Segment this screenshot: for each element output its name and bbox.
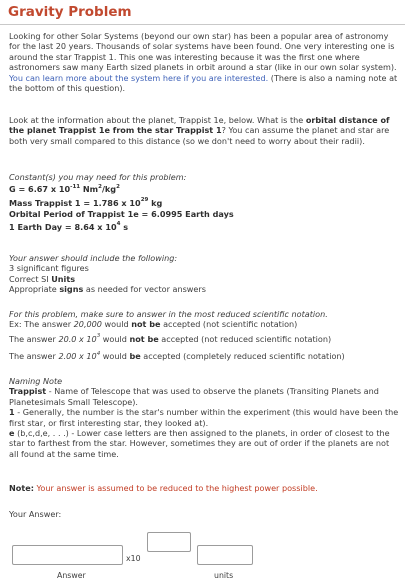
naming-heading: Naming Note [9,376,63,386]
requirements-heading: Your answer should include the following: [9,253,178,263]
naming-number: 1 - Generally, the number is the star's number within the experiment (this would have been the first star, or first interesting star, they looked at). [9,407,399,428]
question-target: orbital distance of the planet Trappist 1e from the star Trappist 1 [9,115,390,136]
question-pre: Look at the information about the planet, Trappist 1e, below. What is the [9,115,304,125]
naming-block [9,376,401,459]
naming-trappist: Trappist - Name of Telescope that was used to observe the planets (Transiting Planets and Planetesimals Small Telescope). [9,386,379,407]
units-label: units [214,571,234,580]
times-ten-label: x10 [126,554,141,563]
question-paragraph [9,115,401,146]
exponent-input[interactable] [147,532,191,552]
intro-naming-note: (There is also a naming note at the bottom of this question). [9,72,398,94]
answer-label: Answer [57,571,86,580]
units-input[interactable] [197,545,253,565]
req-signs: Appropriate signs as needed for vector answers [9,284,206,295]
notation-example-1: Ex: The answer 20,000 would not be accepted (not scientific notation) [9,319,298,330]
orbital-period: Orbital Period of Trappist 1e = 6.0995 Earth days [9,209,234,220]
notation-heading: For this problem, make sure to answer in the most reduced scientific notation. [9,309,328,319]
page-title: Gravity Problem [8,4,132,20]
naming-letter: e (b,c,d,e, . . .) - Lower case letters are then assigned to the planets, in order of closest to the star to farthest from the star. However, sometimes they are out of order if the planets are not all found at the same time. [9,428,390,459]
question-post: ? You can assume the planet and star are both very small compared to this distance (so we don't need to worry about their radii). [9,125,390,146]
req-units: Correct SI Units [9,273,76,284]
learn-more-link[interactable]: You can learn more about the system here if you are interested. [9,72,269,83]
constants-heading: Constant(s) you may need for this problem: [9,172,187,182]
notation-example-3: The answer 2.00 x $10^4$ would be accepted (completely reduced scientific notation) [9,350,345,362]
your-answer-heading: Your Answer: [9,509,62,519]
intro-text: Looking for other Solar Systems (beyond our own star) has been a popular area of astronomy for the last 20 years. Thousands of solar systems have been found. One very interesting one is around the star Trappist 1. This one was interesting because it was the first one where astronomers saw many Earth sized planets in orbit around a star (like in our own solar system). [9,31,397,73]
gravitational-constant: G = 6.67 x $10^{-11}$ $Nm^2/kg^2$ [9,183,120,195]
mass-trappist: Mass Trappist 1 = 1.786 x $10^{29}$ kg [9,197,163,208]
title-divider [0,24,405,25]
notation-block [9,309,401,362]
answer-input[interactable] [12,545,123,565]
requirements-block [9,253,401,295]
notation-example-2: The answer 20.0 x $10^3$ would not be accepted (not reduced scientific notation) [9,333,332,344]
req-sigfigs: 3 significant figures [9,263,89,274]
constants-block [9,172,401,232]
earth-day: 1 Earth Day = 8.64 x $10^4$ s [9,220,129,232]
reduction-note: Note: Your answer is assumed to be reduced to the highest power possible. [9,483,318,493]
intro-paragraph [9,31,401,93]
